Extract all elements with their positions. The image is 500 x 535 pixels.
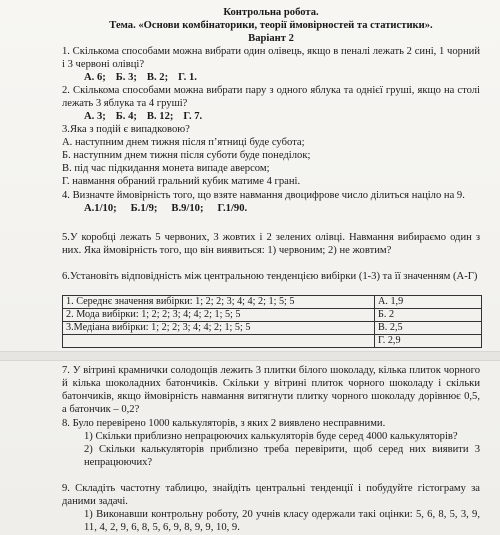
table-row xyxy=(63,309,482,322)
option: Б. наступним днем тижня після суботи буде понеділок; xyxy=(62,150,311,161)
option: Г.1/90. xyxy=(217,203,248,214)
table-cell-right: Г. 2,9 xyxy=(375,335,482,348)
table-cell-right: А. 1,9 xyxy=(375,296,482,309)
question-2 xyxy=(62,84,480,123)
matching-table xyxy=(62,295,482,348)
option: В. під час підкидання монета випаде аверсом; xyxy=(62,163,270,174)
table-cell-left: 3.Медіана вибірки: 1; 2; 2; 3; 4; 4; 2; 1; 5; 5 xyxy=(63,322,375,335)
option: Б. 3; xyxy=(115,72,137,83)
option: А. 6; xyxy=(84,72,106,83)
question-9-subtask: 1) Виконавши контрольну роботу, 20 учнів класу одержали такі оцінки: 5, 6, 8, 5, 3, 9, 11, 4, 2, 9, 6, 8, 5, 6, 9, 8, 9, 9, 10, 9. xyxy=(84,509,480,533)
question-3-text: 3.Яка з подій є випадковою? xyxy=(62,124,190,135)
question-8-text: 8. Було перевірено 1000 калькуляторів, з яких 2 виявлено несправними. xyxy=(62,418,386,429)
table-cell-left: 2. Мода вибірки: 1; 2; 2; 3; 4; 4; 2; 1; 5; 5 xyxy=(63,309,375,322)
question-9 xyxy=(62,482,480,534)
table-cell-right: Б. 2 xyxy=(375,309,482,322)
question-1 xyxy=(62,45,480,84)
question-8-item-2: 2) Скільки калькуляторів приблизно треба перевірити, щоб серед них виявити 3 непрацюючих? xyxy=(84,444,480,468)
question-6-text: 6.Установіть відповідність між центральною тенденцією вибірки (1-3) та її значенням (А-Г) xyxy=(62,271,478,282)
question-1-options xyxy=(62,71,480,84)
question-8-item-1: 1) Скільки приблизно непрацюючих калькуляторів буде серед 4000 калькуляторів? xyxy=(84,431,458,442)
question-3 xyxy=(62,123,480,188)
table-row xyxy=(63,335,482,348)
table-cell-left: 1. Середнє значення вибірки: 1; 2; 2; 3; 4; 4; 2; 1; 5; 5 xyxy=(63,296,375,309)
option: Б.1/9; xyxy=(130,203,158,214)
question-7-text: 7. У вітрині крамнички солодощів лежить 3 плитки білого шоколаду, кілька плиток чорного й кілька шоколадних батончиків. Скільки у вітрині плиток чорного шоколаду і скільки батончиків, якщо ймовірність навмання витягнути плитку чорного шоколаду дорівнює 0,5, а батончик – 0,2? xyxy=(62,365,480,415)
option: В.9/10; xyxy=(171,203,204,214)
question-4 xyxy=(62,189,480,215)
option: Б. 4; xyxy=(115,111,137,122)
option: В. 2; xyxy=(146,72,169,83)
option: Г. 7. xyxy=(183,111,203,122)
question-4-options xyxy=(62,202,480,215)
option: Г. навмання обраний гральний кубик матиме 4 грані. xyxy=(62,176,301,187)
option: А.1/10; xyxy=(84,203,117,214)
question-5-text: 5.У коробці лежать 5 червоних, 3 жовтих і 2 зелених олівці. Навмання вибираємо один з них. Яка ймовірність того, що він виявиться: 1) червоним; 2) не жовтим? xyxy=(62,232,480,256)
question-2-text: 2. Скількома способами можна вибрати пару з одного яблука та однієї груші, якщо на столі лежать 3 яблука та 4 груші? xyxy=(62,85,480,109)
table-row xyxy=(63,322,482,335)
table-row xyxy=(63,296,482,309)
question-9-text: 9. Складіть частотну таблицю, знайдіть центральні тенденції і побудуйте гістограму за даними задачі. xyxy=(62,483,480,507)
table-cell-left xyxy=(63,335,375,348)
option: Г. 1. xyxy=(178,72,197,83)
question-4-text: 4. Визначте ймовірність того, що взяте навмання двоцифрове число ділиться націло на 9. xyxy=(62,190,465,201)
option: А. наступним днем тижня після п’ятниці буде субота; xyxy=(62,137,305,148)
variant-label: Варіант 2 xyxy=(248,33,294,44)
table-cell-right: В. 2,5 xyxy=(375,322,482,335)
page-break-divider xyxy=(0,351,500,361)
option: В. 12; xyxy=(146,111,174,122)
question-8 xyxy=(62,417,480,469)
document-topic: Тема. «Основи комбінаторики, теорії ймовірностей та статистики». xyxy=(109,20,433,31)
option: А. 3; xyxy=(84,111,106,122)
question-2-options xyxy=(62,110,480,123)
document-title: Контрольна робота. xyxy=(223,7,319,18)
question-1-text: 1. Скількома способами можна вибрати один олівець, якщо в пеналі лежать 2 сині, 1 чорний і 3 червоні олівці? xyxy=(62,46,480,70)
